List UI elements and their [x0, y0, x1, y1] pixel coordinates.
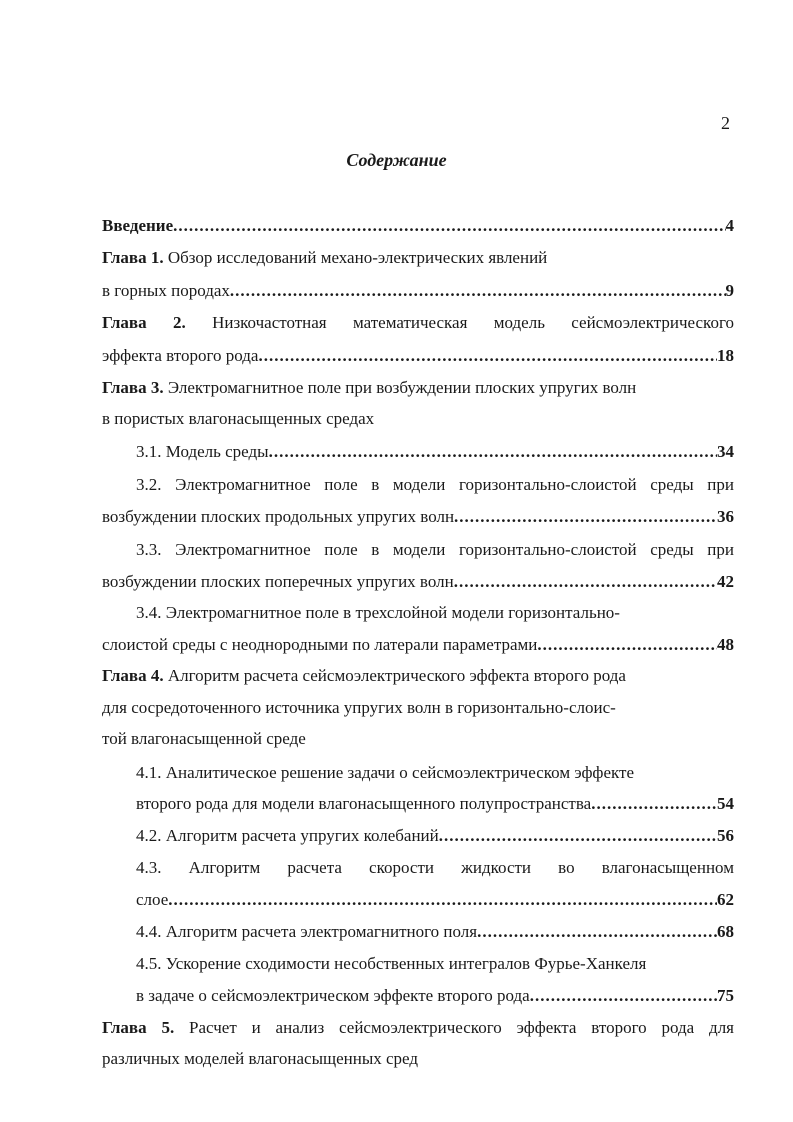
toc-text: возбуждении плоских продольных упругих волн [102, 507, 455, 526]
toc-text-ch4-cont2: той влагонасыщенной среде [102, 729, 306, 748]
toc-entry-4-3[interactable]: 4.3. Алгоритм расчета скорости жидкости во влагонасыщенном [136, 858, 734, 877]
toc-text: 4.4. Алгоритм расчета электромагнитного поля [136, 922, 478, 941]
dot-leader [439, 825, 717, 847]
toc-entry-4-1[interactable]: 4.1. Аналитическое решение задачи о сейсмоэлектрическом эффекте [136, 763, 635, 782]
toc-entry-4-3-cont[interactable] [136, 889, 734, 911]
toc-entry-4-4[interactable] [136, 921, 734, 943]
toc-text: слое [136, 890, 169, 909]
dot-leader [258, 345, 717, 367]
toc-text: Обзор исследований механо-электрических явлений [163, 248, 548, 267]
toc-entry-ch4[interactable] [102, 665, 626, 687]
toc-text: 3.1. Модель среды [136, 442, 269, 461]
toc-page: 9 [725, 281, 734, 300]
toc-text: возбуждении плоских поперечных упругих волн [102, 572, 454, 591]
page-title: Содержание [346, 150, 447, 170]
toc-text-ch3-cont: в пористых влагонасыщенных средах [102, 409, 375, 428]
toc-page: 62 [717, 890, 734, 909]
toc-page: 18 [717, 346, 734, 365]
toc-entry-3-4-cont[interactable] [102, 634, 734, 656]
dot-leader [591, 793, 717, 815]
toc-page: 56 [717, 826, 734, 845]
toc-entry-3-2[interactable]: 3.2. Электромагнитное поле в модели горизонтально-слоистой среды при [136, 475, 734, 494]
toc-entry-ch2-cont[interactable] [102, 345, 734, 367]
chapter-label: Глава 4. [102, 666, 164, 685]
toc-entry-4-1-cont[interactable] [136, 793, 734, 815]
toc-text: слоистой среды с неоднородными по латерали параметрами [102, 635, 538, 654]
toc-entry-ch5[interactable] [102, 1017, 734, 1039]
toc-text: Низкочастотная математическая модель сейсмоэлектрического [185, 313, 734, 332]
toc-entry-3-3[interactable]: 3.3. Электромагнитное поле в модели горизонтально-слоистой среды при [136, 540, 734, 559]
toc-page: 48 [717, 635, 734, 654]
chapter-label: Глава 3. [102, 378, 164, 397]
toc-text: второго рода для модели влагонасыщенного полупространства [136, 794, 592, 813]
toc-page: 42 [717, 572, 734, 591]
dot-leader [530, 985, 717, 1007]
toc-text: Алгоритм расчета сейсмоэлектрического эффекта второго рода [163, 666, 626, 685]
toc-page: 4 [725, 216, 734, 235]
toc-page: 75 [717, 986, 734, 1005]
toc-entry-3-2-cont[interactable] [102, 506, 734, 528]
toc-entry-4-5[interactable]: 4.5. Ускорение сходимости несобственных интегралов Фурье-Ханкеля [136, 954, 647, 973]
toc-page: 68 [717, 922, 734, 941]
chapter-label: Глава 2. [102, 313, 186, 332]
toc-text-ch5-cont: различных моделей влагонасыщенных сред [102, 1049, 419, 1068]
toc-text: в задаче о сейсмоэлектрическом эффекте второго рода [136, 986, 530, 1005]
toc-entry-3-1[interactable] [136, 441, 734, 463]
toc-text-ch4-cont: для сосредоточенного источника упругих волн в горизонтально-слоис- [102, 698, 616, 717]
page-number: 2 [721, 113, 730, 133]
toc-entry-4-2[interactable] [136, 825, 734, 847]
toc-page: 34 [717, 442, 734, 461]
chapter-label: Глава 1. [102, 248, 164, 267]
toc-text: эффекта второго рода [102, 346, 259, 365]
toc-page: 36 [717, 507, 734, 526]
toc-text: 4.2. Алгоритм расчета упругих колебаний [136, 826, 439, 845]
toc-entry-3-3-cont[interactable] [102, 571, 734, 593]
toc-page: 54 [717, 794, 734, 813]
toc-text: в горных породах [102, 281, 230, 300]
chapter-label: Глава 5. [102, 1018, 175, 1037]
dot-leader [477, 921, 717, 943]
toc-text: Электромагнитное поле при возбуждении плоских упругих волн [163, 378, 637, 397]
dot-leader [537, 634, 717, 656]
toc-label: Введение [102, 216, 174, 235]
dot-leader [269, 441, 717, 463]
toc-entry-ch3[interactable] [102, 377, 636, 399]
dot-leader [454, 571, 717, 593]
dot-leader [230, 280, 726, 302]
toc-text: Расчет и анализ сейсмоэлектрического эффекта второго рода для [174, 1018, 734, 1037]
dot-leader [454, 506, 717, 528]
toc-entry-3-4[interactable]: 3.4. Электромагнитное поле в трехслойной модели горизонтально- [136, 603, 620, 622]
dot-leader [173, 215, 725, 237]
toc-entry-ch1[interactable] [102, 247, 547, 269]
toc-entry-ch1-cont[interactable] [102, 280, 734, 302]
toc-entry-intro[interactable] [102, 215, 734, 237]
toc-entry-4-5-cont[interactable] [136, 985, 734, 1007]
toc-entry-ch2[interactable] [102, 312, 734, 334]
dot-leader [168, 889, 717, 911]
